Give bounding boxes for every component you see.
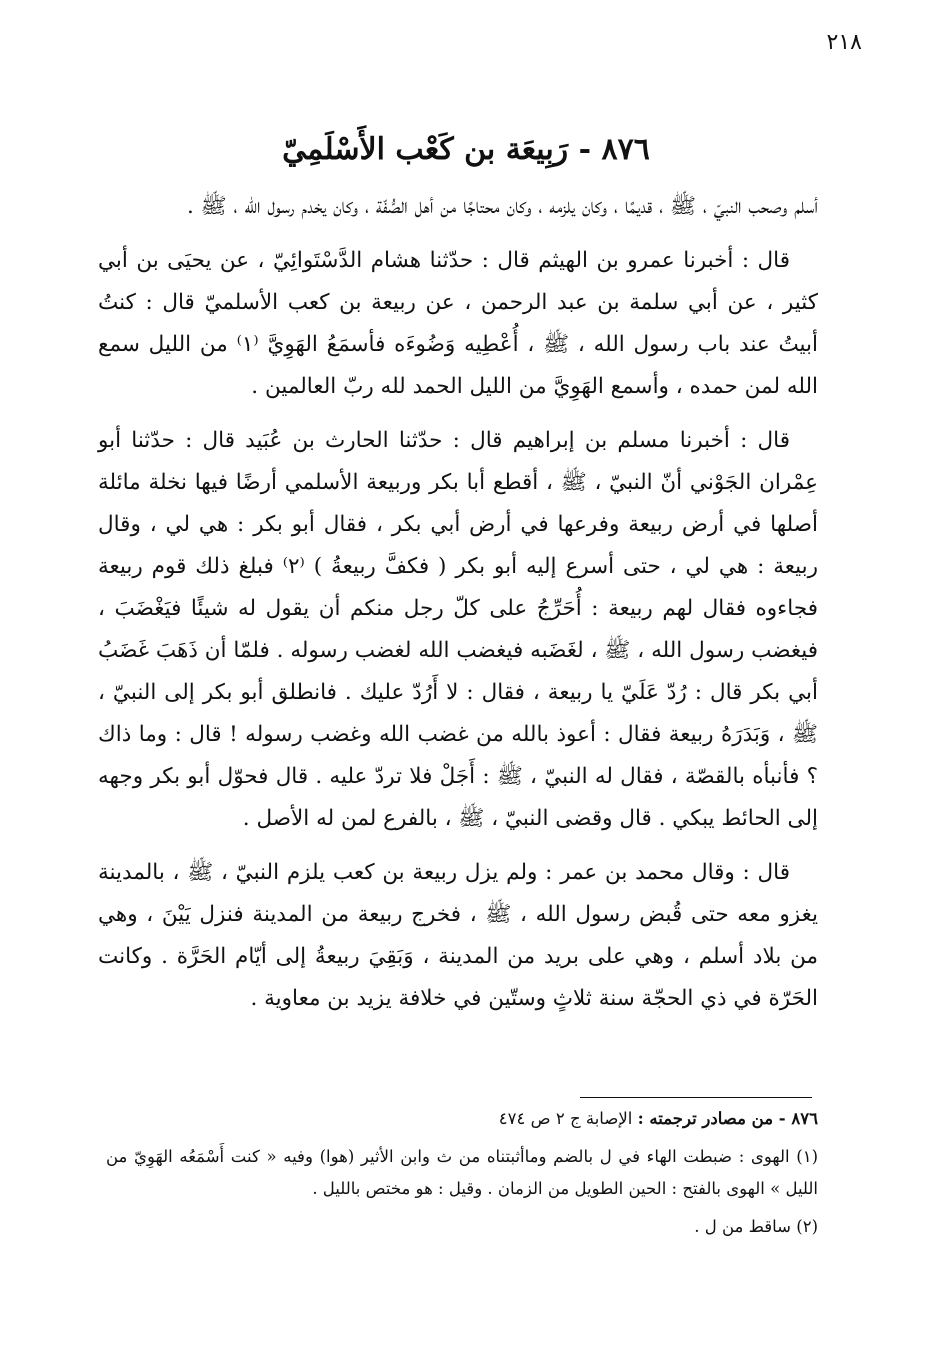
paragraph-narration-2: قال : أخبرنا مسلم بن إبراهيم قال : حدّثنا الحارث بن عُبَيد قال : حدّثنا أبو عِمْران الجَوْني أنّ النبيّ ، ﷺ ، أقطع أبا بكر وربيعة الأسلمي أرضًا فيها نخلة مائلة أصلها في أرض ربيعة وفرعها في أرض أبي بكر ، فقال أبو بكر : هي لي ، وقال ربيعة : هي لي ، حتى أسرع إليه أبو بكر ( فكفَّ ربيعةُ ) ⁽٢⁾ فبلغ ذلك قوم ربيعة فجاءوه فقال لهم ربيعة : أُحَرِّجُ على كلّ رجل منكم أن يقول له شيئًا فيَغْضَبَ ، فيغضب رسول الله ، ﷺ ، لغَضَبه فيغضب الله لغضب رسوله . فلمّا أن ذَهَبَ غَضَبُ أبي بكر قال : رُدّ عَلَيّ يا ربيعة ، فقال : لا أَرُدّ عليك . فانطلق أبو بكر إلى النبيّ ، ﷺ ، وَبَدَرَهُ ربيعة فقال : أعوذ بالله من غضب الله وغضب رسوله ! قال : وما ذاك ؟ فأنبأه بالقصّة ، فقال له النبيّ ، ﷺ : أَجَلْ فلا تردّ عليه . قال فحوّل أبو بكر وجهه إلى الحائط يبكي . قال وقضى النبيّ ، ﷺ ، بالفرع لمن له الأصل .: [98, 428, 818, 831]
footnote-sources: [106, 1103, 818, 1135]
footnotes: [106, 1103, 818, 1249]
paragraph-intro: أسلم وصحب النبيّ ، ﷺ ، قديمًا ، وكان يلزمه ، وكان محتاجًا من أهل الصُّفّة ، وكان يخدم رسول الله ، ﷺ .: [187, 194, 818, 219]
page-number: ٢١٨: [826, 30, 862, 55]
paragraph-narration-1: قال : أخبرنا عمرو بن الهيثم قال : حدّثنا هشام الدَّسْتَوائِيّ ، عن يحيَى بن أبي كثير ، عن أبي سلمة بن عبد الرحمن ، عن ربيعة بن كعب الأسلميّ قال : كنتُ أبيتُ عند باب رسول الله ، ﷺ ، أُعْطِيه وَضُوءَه فأسمَعُ الهَوِيَّ ⁽١⁾ من الليل سمع الله لمن حمده ، وأسمع الهَوِيَّ من الليل الحمد لله ربّ العالمين .: [98, 248, 818, 399]
paragraph-narration-3: قال : وقال محمد بن عمر : ولم يزل ربيعة بن كعب يلزم النبيّ ، ﷺ ، بالمدينة يغزو معه حتى قُبض رسول الله ، ﷺ ، فخرج ربيعة من المدينة فنزل يَيْنَ ، وهي من بلاد أسلم ، وهي على بريد من المدينة ، وَبَقِيَ ربيعةُ إلى أيّام الحَرَّة . وكانت الحَرّة في ذي الحجّة سنة ثلاثٍ وستّين في خلافة يزيد بن معاوية .: [98, 860, 818, 1011]
footnote-divider: [580, 1097, 812, 1098]
main-text: [98, 186, 818, 1032]
footnote-sources-label: ٨٧٦ - من مصادر ترجمته :: [637, 1109, 818, 1128]
footnote-sources-text: الإصابة ج ٢ ص ٤٧٤: [498, 1109, 633, 1128]
entry-title: ٨٧٦ - رَبِيعَة بن كَعْب الأَسْلَمِيّ: [282, 132, 650, 168]
footnote-2: (٢) ساقط من ل .: [694, 1217, 818, 1236]
footnote-1: (١) الهوى : ضبطت الهاء في ل بالضم وماأثبتناه من ث وابن الأثير (هوا) وفيه « كنت أَسْمَعُه الهَوِيّ من الليل » الهوى بالفتح : الحين الطويل من الزمان . وقيل : هو مختص بالليل .: [106, 1147, 818, 1198]
